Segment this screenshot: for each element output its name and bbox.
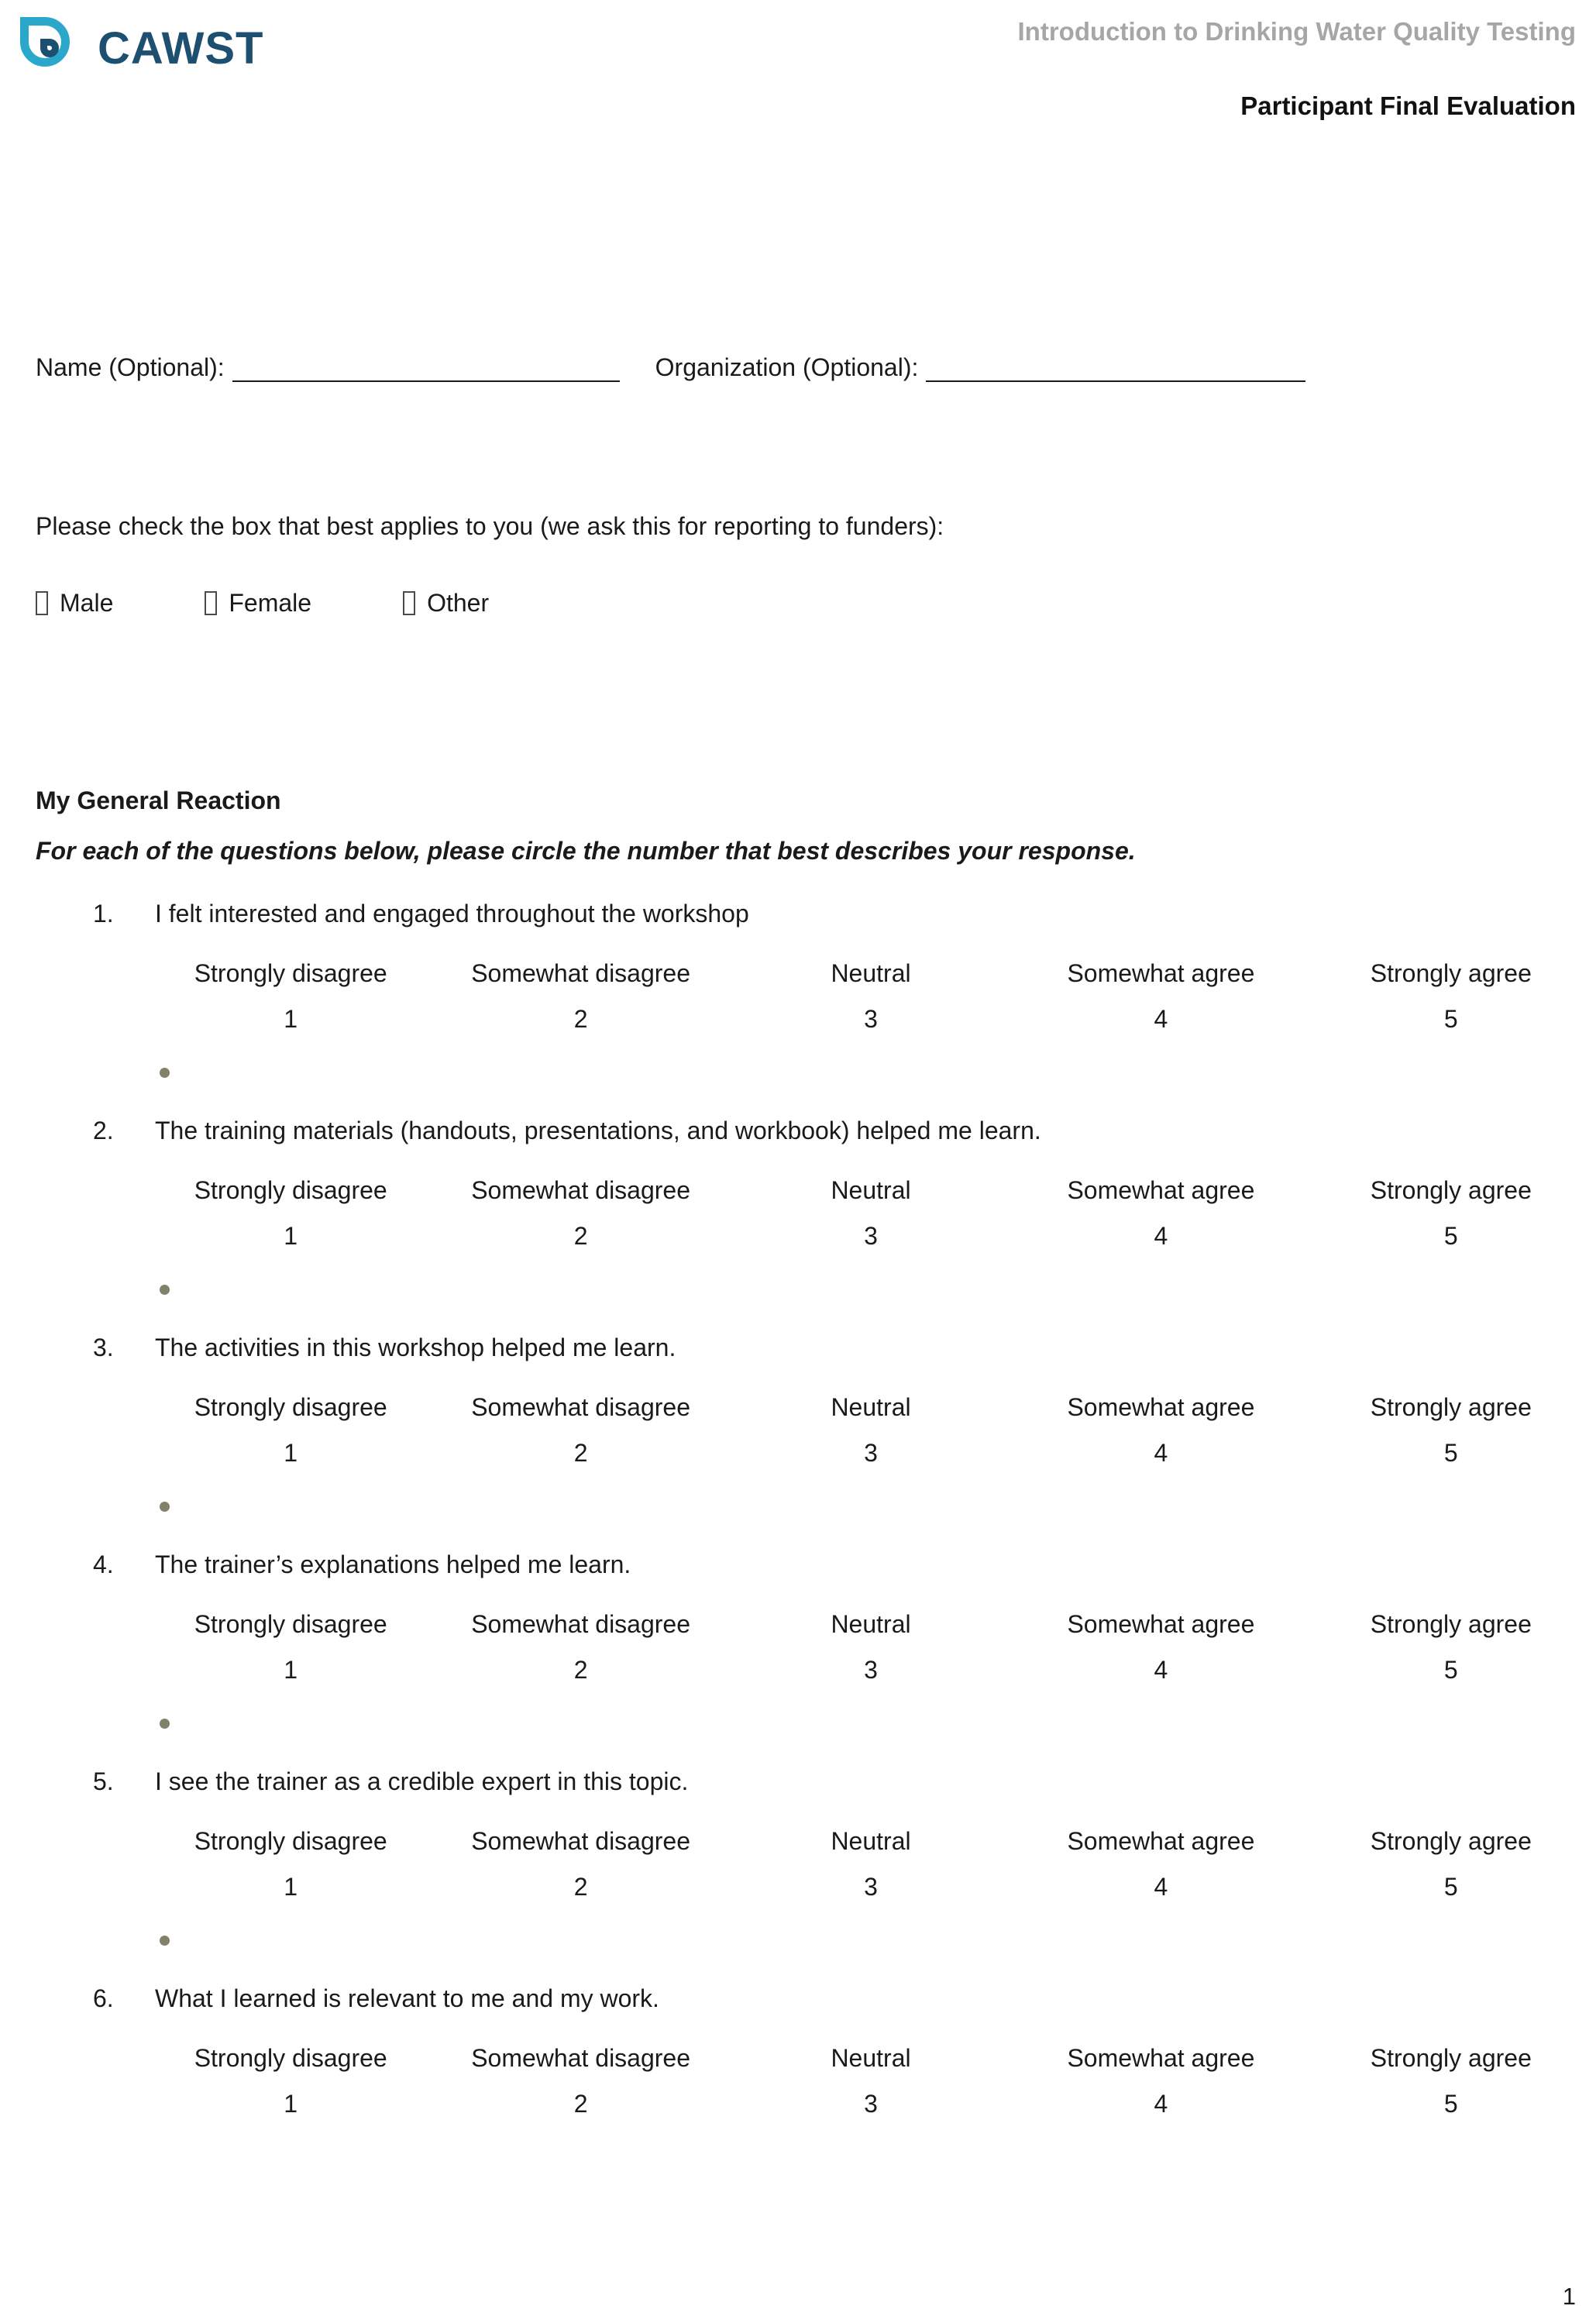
question-line — [93, 1984, 1565, 2013]
question-line — [93, 1550, 1565, 1579]
question-block — [93, 900, 1565, 1067]
question-line — [93, 1334, 1565, 1362]
scale-value[interactable]: 5 — [1443, 1656, 1458, 1684]
scale-label: Somewhat disagree — [471, 2044, 691, 2072]
form-content — [0, 353, 1596, 2152]
scale-label: Strongly disagree — [194, 959, 387, 987]
question-number: 4. — [93, 1550, 114, 1578]
scale-label: Strongly agree — [1370, 959, 1532, 987]
scale-value[interactable]: 2 — [573, 1222, 588, 1250]
scale-label: Strongly agree — [1370, 1393, 1532, 1421]
scale-label: Neutral — [831, 1176, 911, 1204]
scale-label: Somewhat agree — [1067, 1393, 1255, 1421]
question-text: The activities in this workshop helped me learn. — [155, 1334, 676, 1361]
question-number: 3. — [93, 1334, 114, 1361]
name-label: Name (Optional): — [36, 353, 225, 381]
scale-label: Somewhat agree — [1067, 1176, 1255, 1204]
water-drop-icon — [14, 11, 91, 85]
question-block — [93, 1334, 1565, 1501]
question-number: 6. — [93, 1984, 114, 2012]
scale-values-row — [146, 2090, 1596, 2118]
gender-options-row — [36, 589, 1565, 618]
gender-option-female — [205, 589, 311, 618]
doc-title: Participant Final Evaluation — [1240, 91, 1576, 120]
section-heading: My General Reaction — [36, 786, 281, 814]
question-block — [93, 1550, 1565, 1718]
scale-value[interactable]: 1 — [284, 1873, 298, 1901]
scale-labels-row — [146, 959, 1596, 988]
scale-label: Neutral — [831, 1610, 911, 1638]
scale-label: Strongly disagree — [194, 1827, 387, 1855]
scale-label: Neutral — [831, 2044, 911, 2072]
name-blank-field[interactable] — [232, 354, 620, 382]
scale-label: Strongly agree — [1370, 1610, 1532, 1638]
scale-value[interactable]: 5 — [1443, 2090, 1458, 2118]
scale-labels-row — [146, 1393, 1596, 1422]
scale-label: Strongly agree — [1370, 2044, 1532, 2072]
scale-value[interactable]: 3 — [864, 2090, 878, 2118]
scale-label: Neutral — [831, 1393, 911, 1421]
question-block — [93, 1984, 1565, 2152]
scale-label: Somewhat disagree — [471, 1610, 691, 1638]
scale-values-row — [146, 1439, 1596, 1468]
scale-label: Strongly disagree — [194, 1610, 387, 1638]
scale-label: Somewhat agree — [1067, 959, 1255, 987]
scale-value[interactable]: 3 — [864, 1222, 878, 1250]
scale-value[interactable]: 2 — [573, 1873, 588, 1901]
comment-bullet — [160, 1706, 1565, 1718]
question-number: 1. — [93, 900, 114, 927]
scale-values-row — [146, 1005, 1596, 1034]
bullet-icon — [160, 1285, 170, 1295]
course-title: Introduction to Drinking Water Quality Testing — [1017, 17, 1576, 46]
scale-value[interactable]: 1 — [284, 2090, 298, 2118]
scale-label: Somewhat disagree — [471, 1827, 691, 1855]
scale-value[interactable]: 3 — [864, 1005, 878, 1033]
scale-value[interactable]: 5 — [1443, 1005, 1458, 1033]
bullet-icon — [160, 1502, 170, 1512]
scale-value[interactable]: 3 — [864, 1656, 878, 1684]
scale-label: Strongly disagree — [194, 1393, 387, 1421]
question-number: 2. — [93, 1117, 114, 1144]
header-titles — [1018, 11, 1577, 121]
scale-value[interactable]: 4 — [1154, 1222, 1168, 1250]
scale-value[interactable]: 3 — [864, 1439, 878, 1467]
scale-label: Neutral — [831, 959, 911, 987]
scale-value[interactable]: 4 — [1154, 1005, 1168, 1033]
scale-value[interactable]: 5 — [1443, 1873, 1458, 1901]
male-label: Male — [60, 589, 114, 617]
scale-value[interactable]: 1 — [284, 1005, 298, 1033]
section-instruction: For each of the questions below, please circle the number that best describes your response. — [36, 837, 1136, 865]
scale-label: Strongly agree — [1370, 1827, 1532, 1855]
comment-bullet — [160, 1055, 1565, 1067]
bullet-icon — [160, 1719, 170, 1729]
questions-list — [36, 900, 1565, 2152]
question-block — [93, 1117, 1565, 1284]
question-line — [93, 900, 1565, 928]
bullet-icon — [160, 1936, 170, 1946]
cawst-logo-text: CAWST — [98, 22, 264, 74]
scale-values-row — [146, 1222, 1596, 1251]
female-label: Female — [229, 589, 312, 617]
scale-label: Somewhat agree — [1067, 1827, 1255, 1855]
scale-value[interactable]: 2 — [573, 1005, 588, 1033]
name-org-row — [36, 353, 1565, 382]
scale-value[interactable]: 2 — [573, 1439, 588, 1467]
scale-value[interactable]: 4 — [1154, 2090, 1168, 2118]
other-label: Other — [427, 589, 490, 617]
scale-value[interactable]: 3 — [864, 1873, 878, 1901]
scale-label: Somewhat disagree — [471, 1176, 691, 1204]
scale-values-row — [146, 1656, 1596, 1685]
question-block — [93, 1767, 1565, 1935]
scale-label: Strongly agree — [1370, 1176, 1532, 1204]
scale-value[interactable]: 5 — [1443, 1439, 1458, 1467]
scale-value[interactable]: 4 — [1154, 1439, 1168, 1467]
question-number: 5. — [93, 1767, 114, 1795]
comment-bullet — [160, 1272, 1565, 1284]
question-text: The trainer’s explanations helped me learn. — [155, 1550, 631, 1578]
page-number: 1 — [1562, 2283, 1576, 2310]
scale-value[interactable]: 2 — [573, 1656, 588, 1684]
scale-labels-row — [146, 2044, 1596, 2073]
scale-label: Somewhat agree — [1067, 2044, 1255, 2072]
scale-value[interactable]: 2 — [573, 2090, 588, 2118]
gender-option-male — [36, 589, 113, 618]
scale-values-row — [146, 1873, 1596, 1901]
scale-value[interactable]: 4 — [1154, 1873, 1168, 1901]
scale-value[interactable]: 4 — [1154, 1656, 1168, 1684]
org-blank-field[interactable] — [926, 354, 1305, 382]
question-text: I see the trainer as a credible expert in this topic. — [155, 1767, 689, 1795]
scale-labels-row — [146, 1610, 1596, 1639]
scale-label: Somewhat agree — [1067, 1610, 1255, 1638]
scale-label: Somewhat disagree — [471, 959, 691, 987]
question-line — [93, 1117, 1565, 1145]
female-checkbox[interactable] — [205, 591, 217, 615]
scale-value[interactable]: 1 — [284, 1656, 298, 1684]
header — [0, 0, 1596, 121]
question-text: I felt interested and engaged throughout the workshop — [155, 900, 749, 927]
question-line — [93, 1767, 1565, 1796]
org-label: Organization (Optional): — [655, 353, 919, 381]
other-checkbox[interactable] — [403, 591, 415, 615]
scale-value[interactable]: 1 — [284, 1222, 298, 1250]
bullet-icon — [160, 1068, 170, 1078]
question-text: What I learned is relevant to me and my work. — [155, 1984, 659, 2012]
male-checkbox[interactable] — [36, 591, 48, 615]
scale-value[interactable]: 5 — [1443, 1222, 1458, 1250]
scale-label: Strongly disagree — [194, 1176, 387, 1204]
scale-value[interactable]: 1 — [284, 1439, 298, 1467]
scale-label: Somewhat disagree — [471, 1393, 691, 1421]
comment-bullet — [160, 1489, 1565, 1501]
question-text: The training materials (handouts, presentations, and workbook) helped me learn. — [155, 1117, 1041, 1144]
comment-bullet — [160, 1923, 1565, 1935]
gender-option-other — [403, 589, 489, 618]
scale-label: Strongly disagree — [194, 2044, 387, 2072]
cawst-logo — [14, 11, 263, 85]
gender-prompt: Please check the box that best applies to you (we ask this for reporting to funders): — [36, 512, 944, 540]
scale-label: Neutral — [831, 1827, 911, 1855]
scale-labels-row — [146, 1176, 1596, 1205]
scale-labels-row — [146, 1827, 1596, 1856]
